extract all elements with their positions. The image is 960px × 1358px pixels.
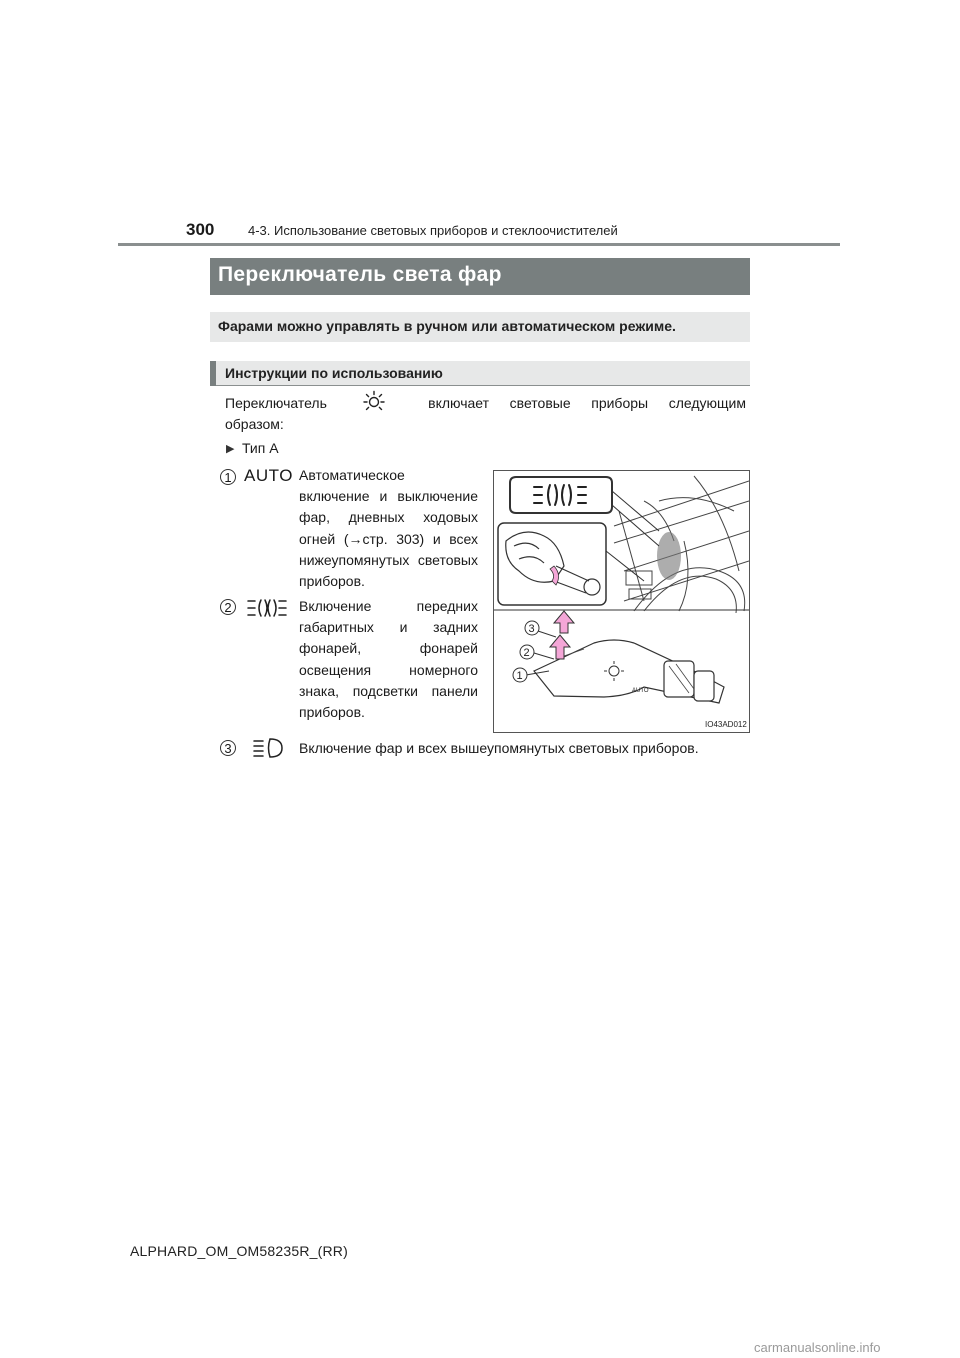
- item-description-2: Включение передних габаритных и задних фонарей, фонарей освещения номерного знака, подсветки панели приборов.: [299, 598, 478, 721]
- header-rule: [118, 243, 840, 246]
- auto-mode-icon: AUTO: [244, 466, 293, 485]
- body-word: приборы: [591, 395, 649, 411]
- illustration-drawing: [494, 471, 749, 732]
- body-line-1: [225, 395, 746, 411]
- sun-light-switch-icon: [359, 390, 389, 412]
- callout-3: 3: [528, 623, 535, 635]
- subsection-accent: [210, 361, 216, 386]
- chapter-title: 4-3. Использование световых приборов и стеклоочистителей: [248, 223, 618, 238]
- parking-lights-icon: [246, 597, 288, 619]
- illustration-code: IO43AD012: [705, 720, 747, 729]
- item-number-2: 2: [220, 599, 236, 615]
- item-description-1: Автоматическое включение и выключение фар, дневных ходовых огней (→стр. 303) и всех нижеупомянутых световых приборов.: [299, 467, 478, 590]
- body-word: включает: [428, 395, 490, 411]
- watermark[interactable]: carmanualsonline.info: [754, 1340, 881, 1355]
- item-number-3: 3: [220, 740, 236, 756]
- section-title: Переключатель света фар: [218, 263, 502, 286]
- callout-2: 2: [523, 647, 530, 659]
- triangle-bullet-icon: ▶: [226, 443, 235, 455]
- page-number: 300: [186, 220, 215, 239]
- body-text-switch: Переключатель: [225, 395, 327, 411]
- switch-auto-label: AUTO: [632, 688, 649, 694]
- item-number-1: 1: [220, 469, 236, 485]
- item-description-3: Включение фар и всех вышеупомянутых световых приборов.: [299, 740, 699, 756]
- headlight-icon: [252, 737, 286, 759]
- footer-document-id: ALPHARD_OM_OM58235R_(RR): [130, 1243, 348, 1259]
- callout-1: 1: [516, 670, 523, 682]
- body-word: световые: [509, 395, 571, 411]
- body-line-2: образом:: [225, 416, 284, 432]
- subsection-title: Инструкции по использованию: [225, 365, 443, 381]
- body-word: следующим: [668, 395, 746, 411]
- steering-column-illustration: [493, 470, 750, 733]
- intro-text: Фарами можно управлять в ручном или автоматическом режиме.: [218, 318, 676, 334]
- type-label: Тип A: [242, 440, 279, 456]
